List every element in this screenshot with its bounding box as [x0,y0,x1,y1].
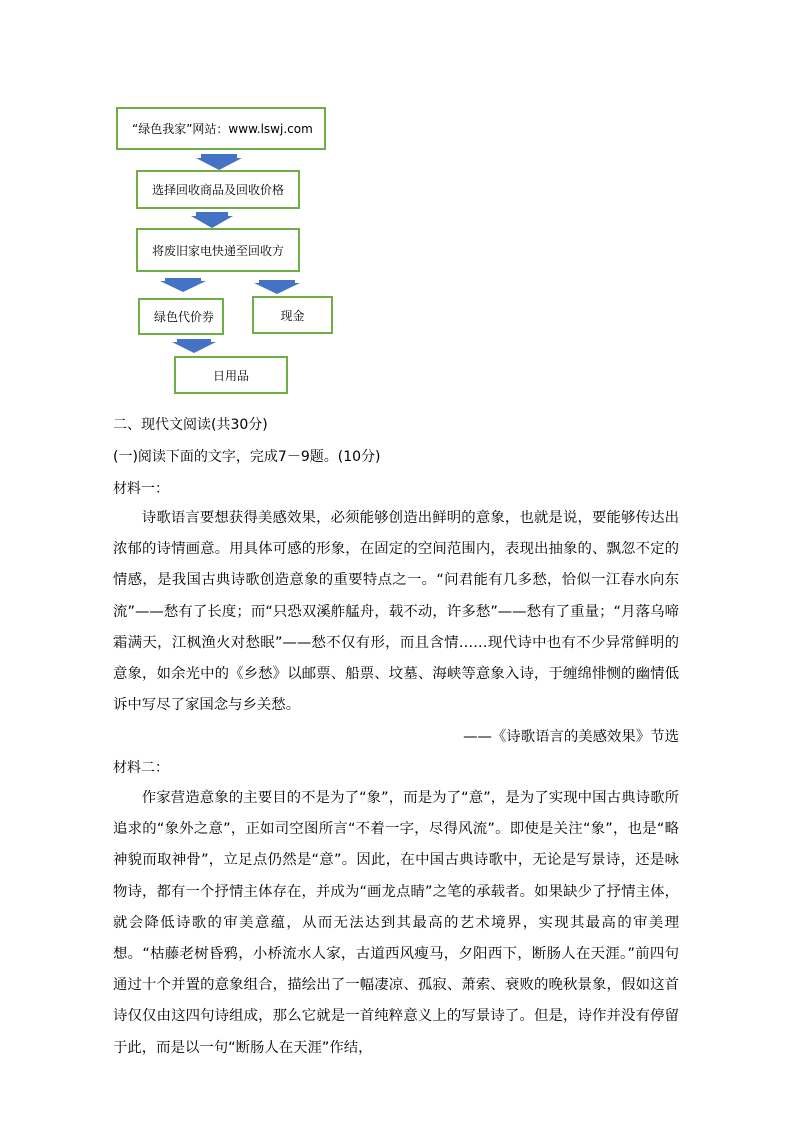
flow-box-select [136,170,300,209]
section-heading: 二、现代文阅读(共30分) [113,417,268,433]
flow-box-daily-goods [174,356,288,394]
flow-box-select-label: 选择回收商品及回收价格 [152,183,285,197]
flow-box-voucher [138,298,224,335]
material1-source: ——《诗歌语言的美感效果》节选 [463,729,679,745]
down-arrow-icon [196,154,242,170]
material1-paragraph: 诗歌语言要想获得美感效果，必须能够创造出鲜明的意象，也就是说，要能够传达出浓郁的诗情画意。用具体可感的形象，在固定的空间范围内，表现出抽象的、飘忽不定的情感，是我国古典诗歌创造意象的重要特点之一。“问君能有几多愁，恰似一江春水向东流”——愁有了长度；而“只恐双溪舴艋舟，载不动，许多愁”——愁有了重量；“月落乌啼霜满天，江枫渔火对愁眠”——愁不仅有形，而且含情……现代诗中也有不少异常鲜明的意象，如余光中的《乡愁》以邮票、船票、坟墓、海峡等意象入诗，于缠绵悱恻的幽情低诉中写尽了家国念与乡关愁。 [113,510,679,714]
flow-box-daily-goods-label: 日用品 [212,368,249,383]
material1-label: 材料一： [113,481,169,497]
flow-box-cash-label: 现金 [280,308,305,323]
flow-box-voucher-label: 绿色代价券 [154,310,215,324]
down-arrow-icon [160,278,206,292]
flow-box-website-label: “绿色我家”网站：www.lswj.com [132,122,313,136]
material2-label: 材料二： [113,760,169,776]
down-arrow-icon [254,280,300,294]
down-arrow-icon [191,212,233,228]
flow-box-ship-label: 将废旧家电快递至回收方 [152,243,285,258]
flow-box-website [116,107,326,150]
section-subheading: (一)阅读下面的文字，完成7－9题。(10分) [113,449,381,465]
down-arrow-icon [172,339,216,353]
flow-box-cash [252,296,333,334]
material2-paragraph: 作家营造意象的主要目的不是为了“象”，而是为了“意”，是为了实现中国古典诗歌所追求的“象外之意”，正如司空图所言“不着一字，尽得风流”。即使是关注“象”，也是“略神貌而取神骨”，立足点仍然是“意”。因此，在中国古典诗歌中，无论是写景诗，还是咏物诗，都有一个抒情主体存在，并成为“画龙点睛”之笔的承载者。如果缺少了抒情主体，就会降低诗歌的审美意蕴，从而无法达到其最高的艺术境界，实现其最高的审美理想。“枯藤老树昏鸦，小桥流水人家，古道西风瘦马，夕阳西下，断肠人在天涯。”前四句通过十个并置的意象组合，描绘出了一幅凄凉、孤寂、萧索、衰败的晚秋景象，假如这首诗仅仅由这四句诗组成，那么它就是一首纯粹意义上的写景诗了。但是，诗作并没有停留于此，而是以一句“断肠人在天涯”作结， [113,790,679,1056]
flow-box-ship [136,228,300,272]
